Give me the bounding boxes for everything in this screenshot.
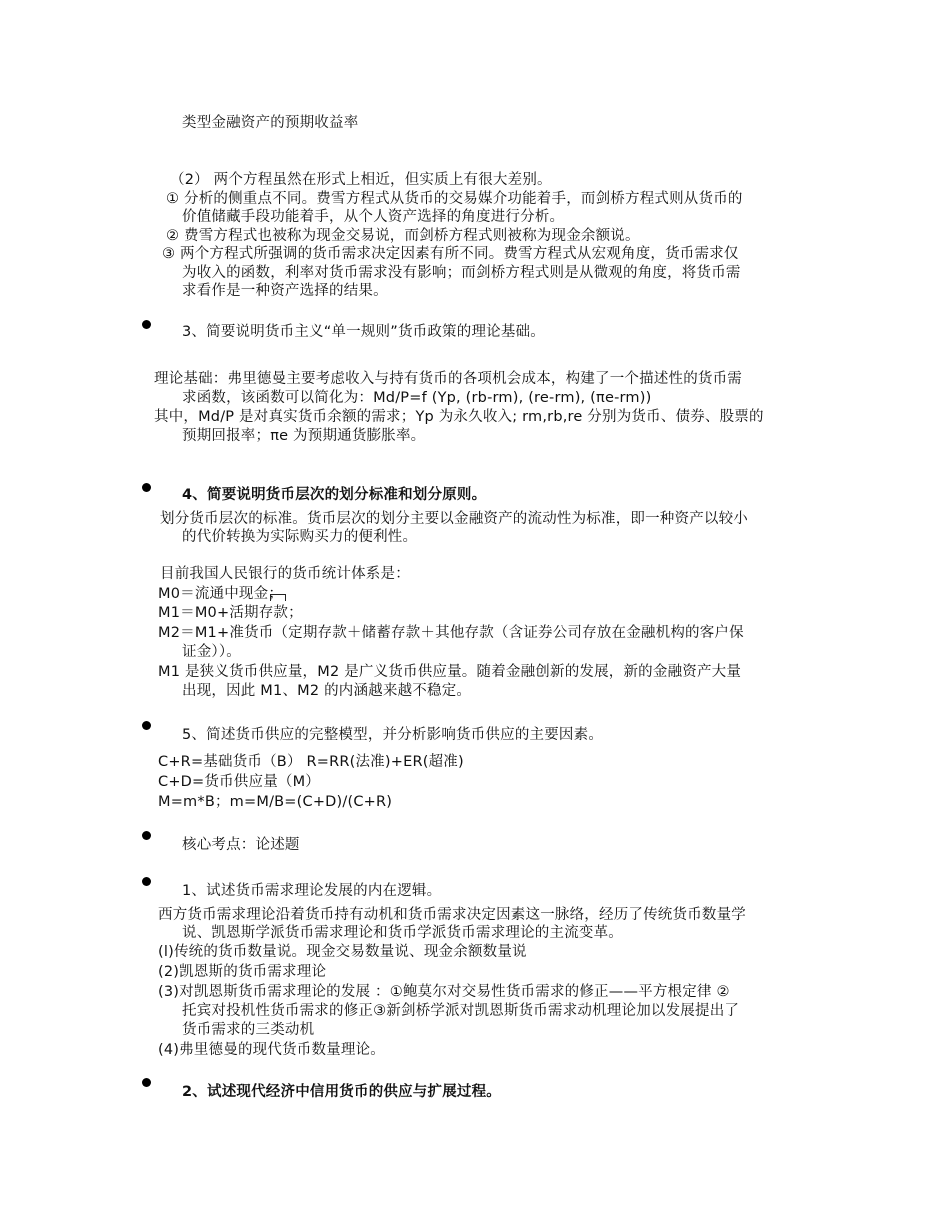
question-heading: 5、简述货币供应的完整模型，并分析影响货币供应的主要因素。 — [182, 727, 604, 743]
question-heading: 1、试述货币需求理论发展的内在逻辑。 — [182, 883, 442, 899]
formula-line: C+D=货币供应量（M） — [158, 774, 320, 790]
definition-line: M2＝M1+准货币（定期存款＋储蓄存款＋其他存款（含证券公司存放在金融机构的客户保 — [158, 625, 744, 641]
formula-line: 求函数，该函数可以简化为：Md/P=f (Yp, (rb-rm), (re-rm), (πe-rm)) — [182, 390, 652, 406]
formula-line: M=m*B；m=M/B=(C+D)/(C+R) — [158, 794, 393, 810]
stray-mark — [270, 594, 286, 601]
bullet-icon — [142, 877, 151, 886]
text-line: ③ 两个方程式所强调的货币需求决定因素有所不同。费雪方程式从宏观角度，货币需求仅 — [162, 246, 739, 262]
bullet-icon — [142, 483, 151, 492]
question-heading: 3、简要说明货币主义“单一规则”货币政策的理论基础。 — [182, 324, 545, 340]
text-line: 预期回报率；πe 为预期通货膨胀率。 — [182, 428, 426, 444]
text-line: 货币需求的三类动机 — [182, 1022, 315, 1038]
text-line: 求看作是一种资产选择的结果。 — [182, 283, 388, 299]
list-item: (l)传统的货币数量说。现金交易数量说、现金余额数量说 — [158, 944, 527, 960]
text-line: M1 是狭义货币供应量，M2 是广义货币供应量。随着金融创新的发展，新的金融资产大量 — [158, 664, 742, 680]
list-item: (3)对凯恩斯货币需求理论的发展 ：①鲍莫尔对交易性货币需求的修正——平方根定律 ② — [158, 984, 730, 1000]
text-line: ② 费雪方程式也被称为现金交易说，而剑桥方程式则被称为现金余额说。 — [166, 228, 640, 244]
text-line: 说、凯恩斯学派货币需求理论和货币学派货币需求理论的主流变革。 — [182, 925, 623, 941]
list-item: (2)凯恩斯的货币需求理论 — [158, 964, 327, 980]
text-line: 的代价转换为实际购买力的便利性。 — [182, 529, 418, 545]
section-heading: 核心考点：论述题 — [182, 837, 300, 853]
definition-line: M0＝流通中现金； — [158, 586, 284, 602]
bullet-icon — [142, 831, 151, 840]
list-item: (4)弗里德曼的现代货币数量理论。 — [158, 1042, 385, 1058]
text-line: 其中，Md/P 是对真实货币余额的需求；Yp 为永久收入; rm,rb,re 分别为货币、债券、股票的 — [154, 409, 764, 425]
formula-line: C+R=基础货币（B） R=RR(法准)+ER(超准) — [158, 754, 464, 770]
text-line: 证金））。 — [182, 644, 241, 660]
bullet-icon — [142, 320, 151, 329]
text-line: 理论基础：弗里德曼主要考虑收入与持有货币的各项机会成本，构建了一个描述性的货币需 — [154, 371, 742, 387]
text-line: 西方货币需求理论沿着货币持有动机和货币需求决定因素这一脉络，经历了传统货币数量学 — [158, 907, 746, 923]
text-line: 托宾对投机性货币需求的修正③新剑桥学派对凯恩斯货币需求动机理论加以发展提出了 — [182, 1003, 740, 1019]
bullet-icon — [142, 1078, 151, 1087]
text-line: 为收入的函数，利率对货币需求没有影响；而剑桥方程式则是从微观的角度，将货币需 — [182, 265, 741, 281]
text-line: 类型金融资产的预期收益率 — [182, 115, 359, 131]
section-subheading: （2） 两个方程虽然在形式上相近，但实质上有很大差别。 — [170, 172, 552, 188]
text-line: 目前我国人民银行的货币统计体系是： — [160, 566, 410, 582]
question-heading: 4、简要说明货币层次的划分标准和划分原则。 — [182, 487, 487, 503]
question-heading: 2、试述现代经济中信用货币的供应与扩展过程。 — [182, 1084, 501, 1100]
text-line: 划分货币层次的标准。货币层次的划分主要以金融资产的流动性为标准，即一种资产以较小 — [160, 511, 748, 527]
text-line: 价值储藏手段功能着手，从个人资产选择的角度进行分析。 — [182, 209, 565, 225]
text-line: 出现，因此 M1、M2 的内涵越来越不稳定。 — [182, 683, 472, 699]
definition-line: M1＝M0+活期存款； — [158, 605, 303, 621]
bullet-icon — [142, 721, 151, 730]
text-line: ① 分析的侧重点不同。费雪方程式从货币的交易媒介功能着手，而剑桥方程式则从货币的 — [166, 191, 743, 207]
